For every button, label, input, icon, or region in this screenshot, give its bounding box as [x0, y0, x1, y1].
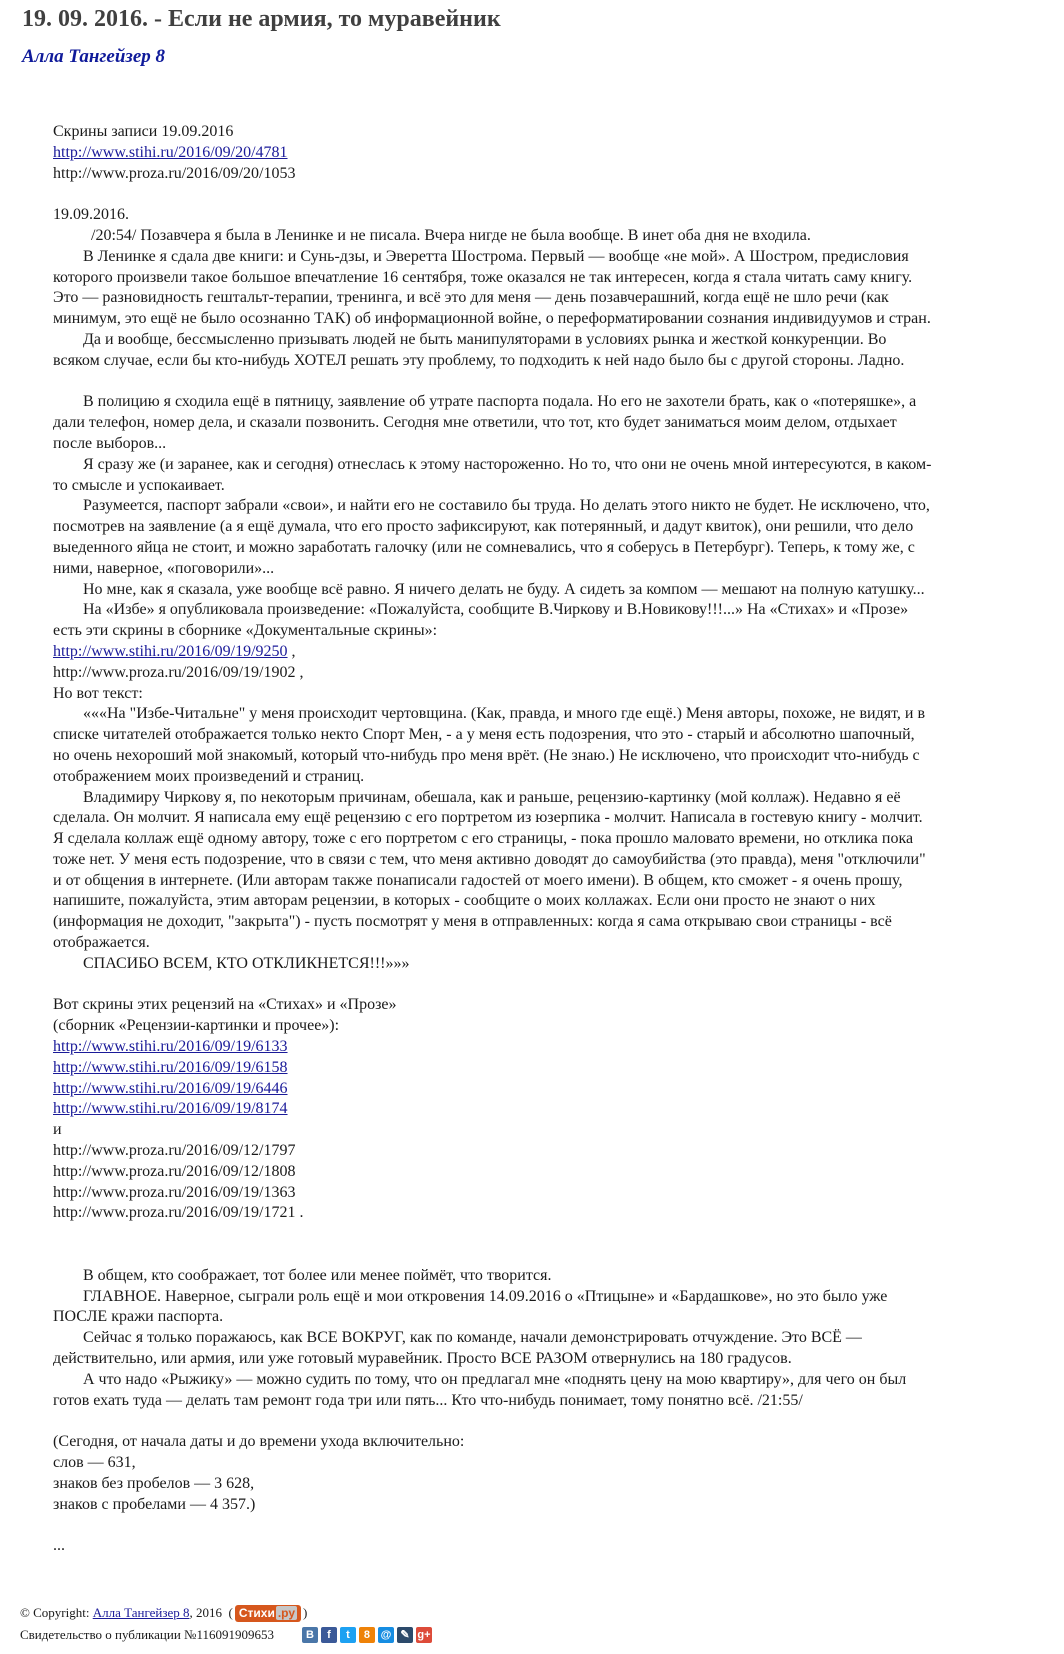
text-line: http://www.proza.ru/2016/09/19/1721 .	[53, 1204, 304, 1222]
certificate-row	[20, 1624, 432, 1646]
text-link[interactable]: http://www.stihi.ru/2016/09/20/4781	[53, 143, 288, 161]
stihi-logo-ru: .ру	[277, 1605, 296, 1620]
text-line: ПОСЛЕ кражи паспорта.	[53, 1308, 224, 1326]
text-line: Но вот текст:	[53, 684, 143, 702]
link-line	[53, 1037, 1043, 1058]
livejournal-share-icon[interactable]: ✎	[397, 1627, 413, 1643]
text-line: списке читателей отображается только некто Спорт Мен, - а у меня есть подозрения, что это - старый и абсолютно шапочный,	[53, 726, 915, 744]
text-line: А что надо «Рыжику» — можно судить по тому, что он предлагал мне «поднять цену на мою квартиру», для чего он был	[83, 1370, 907, 1388]
text-line: готов ехать туда — делать там ремонт года три или пять... Кто что-нибудь понимает, тому понятно всё. /21:55/	[53, 1391, 803, 1409]
text-line: но очень нехороший мой знакомый, который что-нибудь про меня врёт. (Не знаю.) Не исключено, что происходит что-нибудь с	[53, 746, 920, 764]
blank-line	[53, 1245, 1043, 1266]
footer	[20, 1602, 432, 1646]
text-line: /20:54/ Позавчера я была в Ленинке и не писала. Вчера нигде не была вообще. В инет оба дня не входила.	[91, 226, 811, 244]
link-line	[53, 1058, 1043, 1079]
twitter-share-icon[interactable]: t	[340, 1627, 356, 1643]
page-title: 19. 09. 2016. - Если не армия, то муравейник	[22, 6, 501, 32]
blank-line	[53, 1515, 1043, 1536]
copyright-label: © Copyright:	[20, 1605, 90, 1620]
copyright-row: © Copyright: Алла Тангейзер 8 , 2016 ( Стихи .ру )	[20, 1602, 432, 1624]
text-line: (информация не доходит, "закрыта") - пусть посмотрят у меня в отправленных: когда я сама открываю свои страницы - всё	[53, 913, 892, 931]
text-line: есть эти скрины в сборнике «Документальные скрины»:	[53, 622, 438, 640]
blank-line	[53, 184, 1043, 205]
text-line: Вот скрины этих рецензий на «Стихах» и «Прозе»	[53, 996, 397, 1014]
text-line: Я сразу же (и заранее, как и сегодня) отнеслась к этому настороженно. Но то, что они не очень мной интересуются, в каком-	[83, 455, 932, 473]
stihi-logo-text: Стихи	[238, 1605, 275, 1620]
text-line: Разумеется, паспорт забрали «свои», и найти его не составило бы труда. Но делать этого никто не будет. Не исключено, что,	[83, 497, 930, 515]
text-line: после выборов...	[53, 434, 167, 452]
link-line	[53, 642, 1043, 663]
text-line: посмотрев на заявление (а я ещё думала, что его просто зафиксируют, как потерянный, и дадут квиток), они решили, что дело	[53, 518, 914, 536]
text-line: http://www.proza.ru/2016/09/12/1797	[53, 1142, 296, 1160]
text-line: минимум, это ещё не было осознанно ТАК) об информационной войне, о переформатировании сознания индивидуумов и стран.	[53, 310, 931, 328]
text-line: сделала. Он молчит. Я написала ему ещё рецензию с его портретом из юзерпика - молчит. Написала в гостевую книгу - молчит.	[53, 809, 923, 827]
text-link[interactable]: http://www.stihi.ru/2016/09/19/6133	[53, 1038, 288, 1056]
text-line: «««На "Избе-Читальне" у меня происходит чертовщина. (Как, правда, и много где ещё.) Меня авторы, похоже, не видят, и в	[83, 705, 926, 723]
text-line: отображается.	[53, 934, 150, 952]
text-link[interactable]: http://www.stihi.ru/2016/09/19/6446	[53, 1079, 288, 1097]
text-line: и от общения в интернете. (Или авторам также понаписали гадостей от моего имени). В общем, кто сможет - я очень прошу,	[53, 871, 903, 889]
text-line: http://www.proza.ru/2016/09/19/1363	[53, 1183, 296, 1201]
text-line: отображением моих произведений и страниц.	[53, 767, 365, 785]
text-line: Я сделала коллаж ещё одному автору, тоже с его портретом с его страницы, - пока прошло маловато времени, но отклика пока	[53, 830, 914, 848]
blank-line	[53, 372, 1043, 393]
text-line: Но мне, как я сказала, уже вообще всё равно. Я ничего делать не буду. А сидеть за компом — мешают на полную катушку...	[83, 580, 925, 598]
text-line: http://www.proza.ru/2016/09/19/1902 ,	[53, 663, 304, 681]
article-body	[53, 122, 1043, 1557]
facebook-share-icon[interactable]: f	[321, 1627, 337, 1643]
vk-share-icon[interactable]: B	[302, 1627, 318, 1643]
text-line: всяком случае, если бы кто-нибудь ХОТЕЛ решать эту проблему, то подходить к ней надо было бы с другой стороны. Ладно.	[53, 351, 905, 369]
text-line: тоже нет. У меня есть подозрение, что в связи с тем, что меня активно доводят до самоубийства (это правда), меня "отключили"	[53, 850, 926, 868]
text-line: ГЛАВНОЕ. Наверное, сыграли роль ещё и мои откровения 14.09.2016 о «Птицыне» и «Бардашкове», но это было уже	[83, 1287, 888, 1305]
text-line: то смысле и успокаивает.	[53, 476, 225, 494]
text-line: (сборник «Рецензии-картинки и прочее»):	[53, 1017, 340, 1035]
text-line: В общем, кто соображает, тот более или менее поймёт, что творится.	[83, 1266, 552, 1284]
text-line: Скрины записи 19.09.2016	[53, 123, 234, 140]
text-link[interactable]: http://www.stihi.ru/2016/09/19/6158	[53, 1058, 288, 1076]
link-line	[53, 1079, 1043, 1100]
blank-line	[53, 1224, 1043, 1245]
link-line	[53, 1099, 1043, 1120]
link-line	[53, 143, 1043, 164]
copyright-year: , 2016	[189, 1605, 222, 1620]
text-line: которого произвели такое большое впечатление 16 сентября, тоже оказался не так интересен, когда я стала читать саму книгу.	[53, 268, 913, 286]
text-line: ними, наверное, «поговорили»...	[53, 559, 275, 577]
text-line: Владимиру Чиркову я, по некоторым причинам, обешала, как и раньше, рецензию-картинку (мой коллаж). Недавно я её	[83, 788, 901, 806]
mail-share-icon[interactable]: @	[378, 1627, 394, 1643]
text-line: действительно, или армия, или уже готовый муравейник. Просто ВСЕ РАЗОМ отвернулись на 180 градусов.	[53, 1350, 792, 1368]
text-line: знаков с пробелами — 4 357.)	[53, 1495, 256, 1513]
publication-certificate: Свидетельство о публикации №116091909653	[20, 1627, 274, 1642]
link-suffix: ,	[287, 642, 296, 660]
text-line: http://www.proza.ru/2016/09/20/1053	[53, 164, 296, 182]
text-line: Это — разновидность гештальт-терапии, тренинга, и всё это для меня — день позавчерашний, когда ещё не шло речи (как	[53, 289, 889, 307]
text-line: слов — 631,	[53, 1454, 136, 1471]
text-line: (Сегодня, от начала даты и до времени ухода включительно:	[53, 1433, 465, 1451]
text-line: дали телефон, номер дела, и сказали позвонить. Сегодня мне ответили, что тот, кто будет заниматься моим делом, отдыхает	[53, 414, 897, 432]
footer-author-link[interactable]: Алла Тангейзер 8	[92, 1605, 190, 1620]
text-line: и	[53, 1121, 62, 1139]
text-line: В полицию я сходила ещё в пятницу, заявление об утрате паспорта подала. Но его не захотели брать, как о «потеряшке», а	[83, 393, 917, 411]
text-line: выеденного яйца не стоит, и можно заработать галочку (или не сомневались, что я соберусь в Петербург). Теперь, к тому же, с	[53, 538, 915, 556]
text-line: ...	[53, 1537, 65, 1555]
text-line: напишите, пожалуйста, этим авторам рецензии, в которых - сообщите о моих коллажах. Если они просто не знают о них	[53, 892, 876, 910]
odnoklassniki-share-icon[interactable]: 8	[359, 1627, 375, 1643]
text-line: 19.09.2016.	[53, 206, 129, 224]
google-plus-share-icon[interactable]: g+	[417, 1629, 431, 1641]
text-line: Сейчас я только поражаюсь, как ВСЕ ВОКРУГ, как по команде, начали демонстрировать отчуждение. Это ВСЁ —	[83, 1329, 862, 1347]
stihi-logo-badge[interactable]	[235, 1605, 301, 1622]
blank-line	[53, 975, 1043, 996]
text-link[interactable]: http://www.stihi.ru/2016/09/19/9250	[53, 642, 288, 660]
text-line: На «Избе» я опубликовала произведение: «Пожалуйста, сообщите В.Чиркову и В.Новикову!!!...» На «Стихах» и «Прозе»	[83, 601, 909, 619]
text-link[interactable]: http://www.stihi.ru/2016/09/19/8174	[53, 1100, 288, 1118]
author-link[interactable]: Алла Тангейзер 8	[22, 46, 166, 67]
text-line: СПАСИБО ВСЕМ, КТО ОТКЛИКНЕТСЯ!!!»»»	[83, 954, 410, 972]
text-line: Да и вообще, бессмысленно призывать людей не быть манипуляторами в условиях рынка и жесткой конкуренции. Во	[83, 330, 887, 348]
text-line: В Ленинке я сдала две книги: и Сунь-дзы, и Эверетта Шострома. Первый — вообще «не мой». А Шостром, предисловия	[83, 247, 909, 265]
text-line: знаков без пробелов — 3 628,	[53, 1474, 255, 1492]
blank-line	[53, 1411, 1043, 1432]
share-buttons	[302, 1627, 432, 1643]
text-line: http://www.proza.ru/2016/09/12/1808	[53, 1162, 296, 1180]
